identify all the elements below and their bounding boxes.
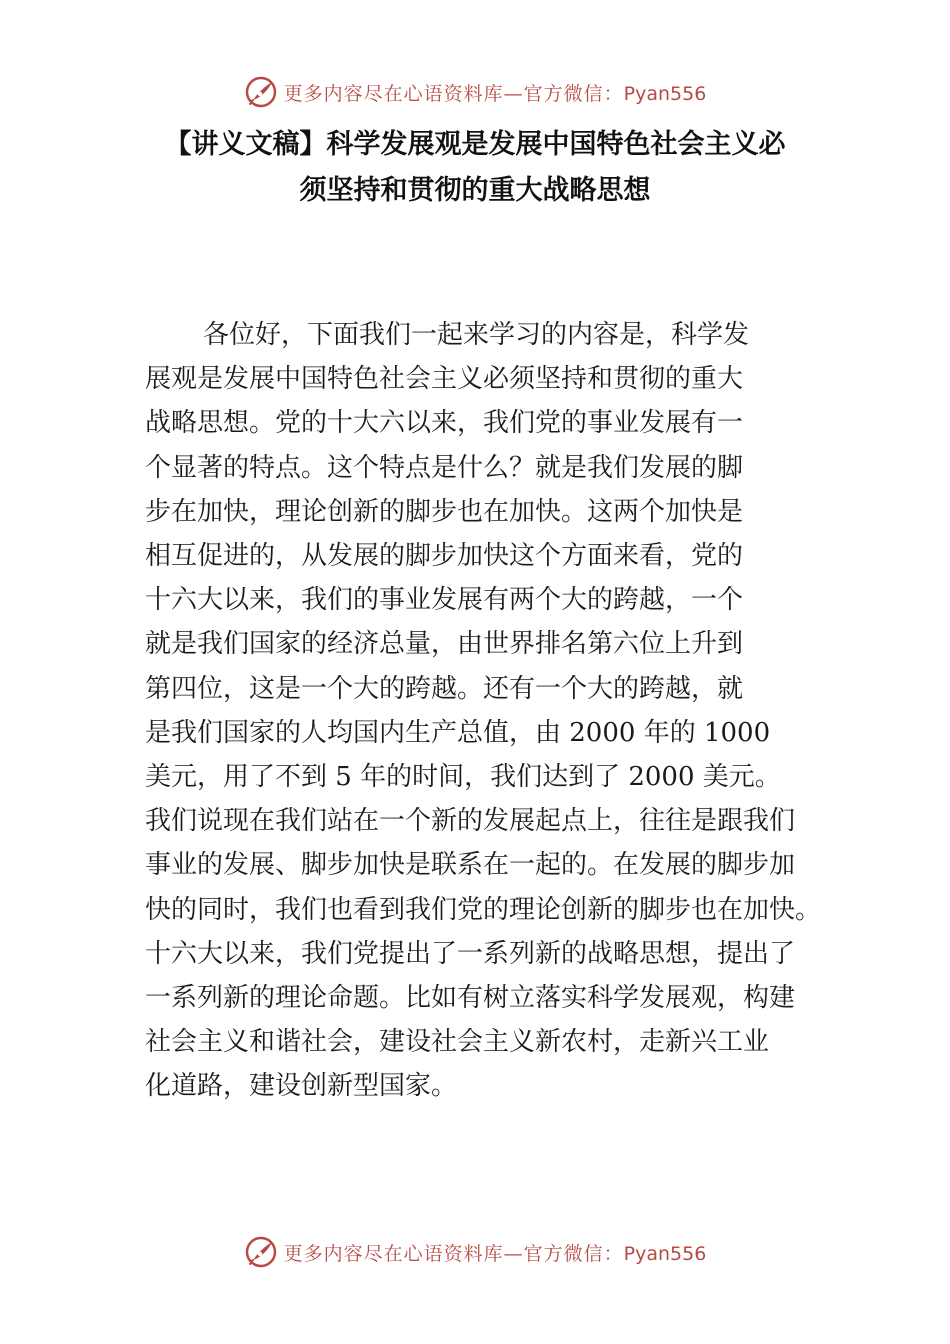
body-line: 步在加快，理论创新的脚步也在加快。这两个加快是: [145, 496, 744, 527]
watermark-text: 更多内容尽在心语资料库—官方微信：Pyan556: [283, 82, 707, 105]
body-line: 就是我们国家的经济总量，由世界排名第六位上升到: [145, 629, 744, 660]
document-title: [100, 122, 850, 214]
quill-logo-icon: [244, 1235, 278, 1269]
body-line: 社会主义和谐社会，建设社会主义新农村，走新兴工业: [145, 1027, 770, 1058]
body-line: 各位好，下面我们一起来学习的内容是，科学发: [203, 320, 750, 350]
footer-watermark: [0, 1232, 950, 1272]
body-line: 十六大以来，我们的事业发展有两个大的跨越，一个: [145, 585, 744, 616]
quill-logo-icon: [244, 75, 278, 109]
body-line: 第四位，这是一个大的跨越。还有一个大的跨越，就: [145, 673, 744, 704]
body-line: 个显著的特点。这个特点是什么？就是我们发展的脚: [145, 452, 744, 483]
body-line: 战略思想。党的十大六以来，我们党的事业发展有一: [145, 408, 744, 439]
body-paragraph: [145, 313, 845, 1109]
body-line: 我们说现在我们站在一个新的发展起点上，往往是跟我们: [145, 806, 796, 837]
title-line: 【讲义文稿】科学发展观是发展中国特色社会主义必: [164, 129, 786, 160]
header-watermark: [0, 72, 950, 112]
body-line: 快的同时，我们也看到我们党的理论创新的脚步也在加快。: [145, 894, 822, 925]
watermark-id: Pyan556: [623, 82, 707, 105]
watermark-id: Pyan556: [623, 1242, 707, 1265]
watermark-text: 更多内容尽在心语资料库—官方微信：Pyan556: [283, 1242, 707, 1265]
body-line: 相互促进的，从发展的脚步加快这个方面来看，党的: [145, 541, 744, 572]
body-line: 展观是发展中国特色社会主义必须坚持和贯彻的重大: [145, 364, 744, 395]
body-line: 一系列新的理论命题。比如有树立落实科学发展观，构建: [145, 983, 796, 1014]
body-line: 是我们国家的人均国内生产总值，由 2000 年的 1000: [145, 717, 771, 748]
body-line: 美元，用了不到 5 年的时间，我们达到了 2000 美元。: [145, 762, 781, 793]
body-line: 化道路，建设创新型国家。: [145, 1071, 458, 1102]
body-line: 事业的发展、脚步加快是联系在一起的。在发展的脚步加: [145, 850, 796, 881]
body-line: 十六大以来，我们党提出了一系列新的战略思想，提出了: [145, 938, 796, 969]
title-line: 须坚持和贯彻的重大战略思想: [299, 175, 651, 206]
